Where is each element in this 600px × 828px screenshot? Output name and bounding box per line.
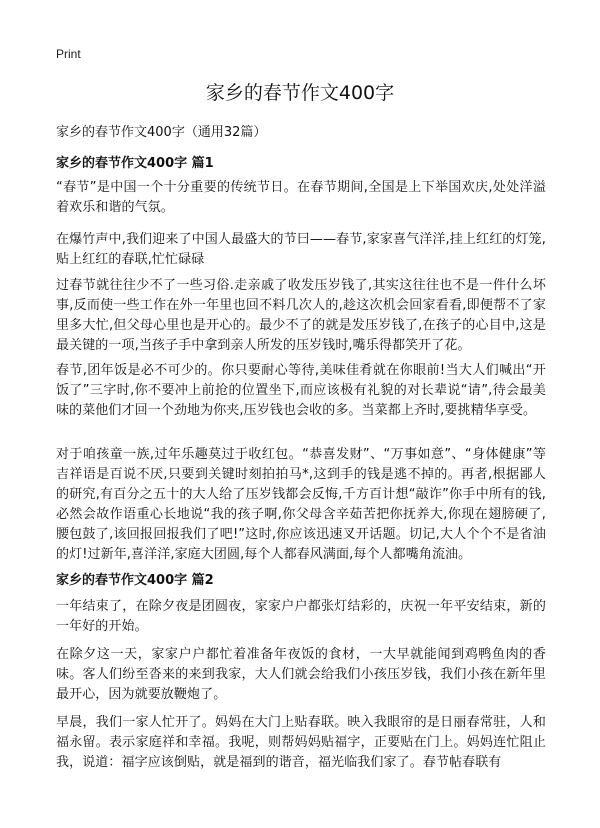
- section-heading: 家乡的春节作文400字 篇1: [56, 156, 214, 171]
- paragraph: 过春节就往往少不了一些习俗.走亲戚了收发压岁钱了,其实这往往也不是一件什么坏事,反而使一些工作在外一年里也回不料几次人的,趁这次机会回家看看,即便帮不了家里多大忙,但父母心里也是开心的。最少不了的就是发压岁钱了,在孩子的心目中,这是最关键的一项,当孩子手中拿到亲人所发的压岁钱时,嘴乐得都笑开了花。: [56, 278, 546, 353]
- paragraph: 春节,团年饭是必不可少的。你只要耐心等待,美味佳肴就在你眼前!当大人们喊出“开饭了”三字时,你不要冲上前抢的位置坐下,而应该极有礼貌的对长辈说“请”,待会最美味的菜他们才回一个劲地为你夹,压岁钱也会收的多。当菜都上齐时,要挑精华享受。: [56, 363, 546, 418]
- section-heading: 家乡的春节作文400字 篇2: [56, 573, 214, 588]
- paragraph: “春节”是中国一个十分重要的传统节日。在春节期间,全国是上下举国欢庆,处处洋溢着欢乐和谐的气氛。: [56, 180, 546, 215]
- document-subtitle: 家乡的春节作文400字（通用32篇）: [56, 125, 267, 140]
- paragraph: 早晨，我们一家人忙开了。妈妈在大门上贴春联。映入我眼帘的是日丽春常驻，人和福永留。表示家庭祥和幸福。我呢，则帮妈妈贴福字，正要贴在门上。妈妈连忙阻止我，说道：福字应该倒贴，就是福到的谐音，福光临我们家了。春节帖春联有: [56, 715, 546, 770]
- page-title: 家乡的春节作文400字: [205, 82, 395, 104]
- paragraph: 一年结束了，在除夕夜是团圆夜，家家户户都张灯结彩的，庆祝一年平安结束，新的一年好的开始。: [56, 599, 546, 634]
- paragraph: 在除夕这一天，家家户户都忙着准备年夜饭的食材，一大早就能闻到鸡鸭鱼肉的香味。客人们纷至沓来的来到我家，大人们就会给我们小孩压岁钱，我们小孩在新年里最开心，因为就要放鞭炮了。: [56, 647, 546, 702]
- print-label: Print: [56, 47, 81, 61]
- paragraph: 对于咱孩童一族,过年乐趣莫过于收红包。“恭喜发财”、“万事如意”、“身体健康”等吉祥语是百说不厌,只要到关键时刻拍拍马*,这到手的钱是逃不掉的。再者,根据鄙人的研究,有百分之五十的大人给了压岁钱都会反悔,千方百计想“敲诈”你手中所有的钱,必然会故作语重心长地说“我的孩子啊,你父母含辛茹苦把你抚养大,你现在翅膀硬了,腰包鼓了,该回报回报我们了吧!”这时,你应该迅速叉开话题。切记,大人个个不是省油的灯!过新年,喜洋洋,家庭大团圆,每个人都春风满面,每个人都嘴角流油。: [56, 447, 546, 562]
- paragraph: 在爆竹声中,我们迎来了中国人最盛大的节曰——春节,家家喜气洋洋,挂上红红的灯笼,贴上红红的春联,忙忙碌碌: [56, 232, 546, 267]
